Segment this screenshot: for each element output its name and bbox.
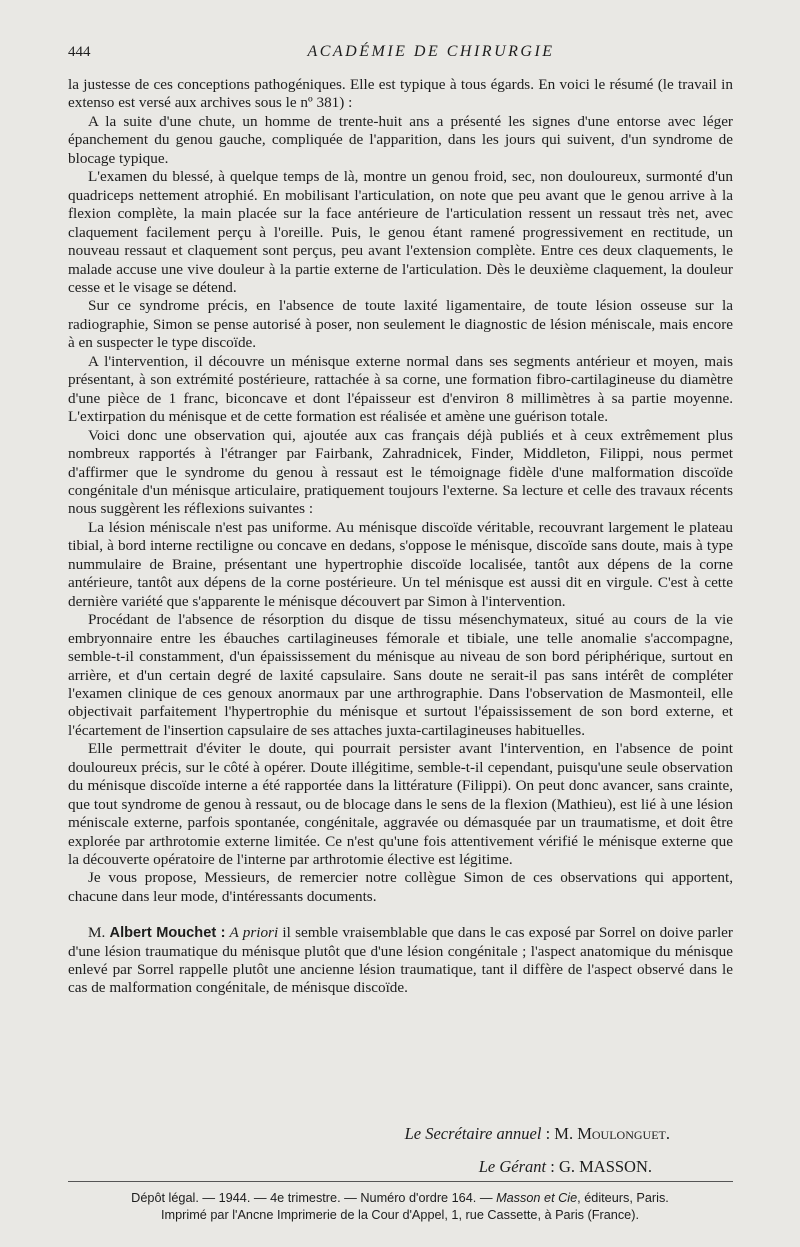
paragraph: La lésion méniscale n'est pas uniforme. Au ménisque discoïde véritable, recouvrant largement le plateau tibial, à bord interne rectiligne ou concave en dedans, s'oppose le ménisque, discoïde sans doute, mais à type nummulaire de Braine, présentant une hypertrophie discoïde localisée, tantôt aux dépens de la corne antérieure, tantôt aux dépens de la corne postérieure. Un tel ménisque est aussi dit en virgule. C'est à cette dernière variété que s'apparente le ménisque découvert par Simon à l'intervention.	[68, 518, 733, 610]
page-number: 444	[68, 44, 91, 60]
article-body	[68, 76, 733, 998]
paragraph: Procédant de l'absence de résorption du disque de tissu mésenchymateux, situé au cours de la vie embryonnaire entre les ébauches cartilagineuses fémorale et tibiale, une telle anomalie s'accompagne, semble-t-il constamment, d'un épaississement du ménisque au niveau de son bord périphérique, surtout en arrière, et d'un certain degré de laxité capsulaire. Sans doute ne serait-il pas sans intérêt de compléter l'examen clinique de ces genoux anormaux par une arthrographie. Dans l'observation de Masmonteil, elle objectivait parfaitement l'hypertrophie du ménisque et surtout l'épaississement de son bord externe, et l'écartement de l'insertion capsulaire de ses attaches juxta-cartilagineuses habituelles.	[68, 611, 733, 739]
paragraph: L'examen du blessé, à quelque temps de là, montre un genou froid, sec, non douloureux, surmonté d'un quadriceps nettement atrophié. En mobilisant l'articulation, on note que peu avant que le genou arrive à la flexion complète, la main placée sur la face antérieure de l'articulation ressent un ressaut très net, avec claquement facilement perçu à l'oreille. Puis, le genou étant ramené progressivement en rectitude, un nouveau ressaut et claquement sont perçus, peu avant l'extension complète. Entre ces deux claquements, le malade accuse une vive douleur à la partie externe de l'articulation. Dès le deuxième claquement, la douleur cesse et le visage se détend.	[68, 168, 733, 296]
imprint-footer	[80, 1190, 720, 1224]
paragraph: Elle permettrait d'éviter le doute, qui pourrait persister avant l'intervention, en l'absence de point douloureux précis, sur le côté à opérer. Doute illégitime, semble-t-il cependant, puisqu'une seule observation du ménisque discoïde interne a été rapportée dans la littérature (Filippi). On peut donc avancer, sans crainte, que tout syndrome de genou à ressaut, ou de blocage dans le sens de la flexion (Mathieu), est lié à une lésion méniscale externe, parfois spontanée, congénitale, aggravée ou démasquée par un traumatisme, et doit être explorée par arthrotomie externe limitée. Ce n'est qu'une fois attentivement vérifié le ménisque externe que la découverte opératoire de l'interne par arthrotomie élective est légitime.	[68, 740, 733, 869]
page-header	[68, 34, 734, 68]
paragraph: A l'intervention, il découvre un ménisque externe normal dans ses segments antérieur et moyen, mais présentant, à son extrémité postérieure, rattachée à sa corne, une formation fibro-cartilagineuse du diamètre d'une pièce de 1 franc, biconcave et dont l'épaisseur est d'environ 8 millimètres à sa partie moyenne. L'extirpation du ménisque et de cette formation est réalisée et amène une guérison totale.	[68, 352, 733, 426]
secretary-signature: Le Secrétaire annuel : M. Moulonguet.	[404, 1124, 670, 1143]
paragraph: Je vous propose, Messieurs, de remercier notre collègue Simon de ces observations qui apportent, chacune dans leur mode, d'intéressants documents.	[68, 869, 733, 905]
manager-signature: Le Gérant : G. MASSON.	[478, 1157, 652, 1176]
speaker-name: Albert Mouchet :	[109, 925, 226, 942]
paragraph: la justesse de ces conceptions pathogéniques. Elle est typique à tous égards. En voici le résumé (le travail in extenso est versé aux archives sous le nº 381) :	[68, 76, 733, 112]
mouchet-remark: M. Albert Mouchet : A priori il semble vraisemblable que dans le cas exposé par Sorrel on doive parler d'une lésion traumatique du ménisque plutôt que d'une lésion congénitale ; l'aspect anatomique du ménisque enlevé par Sorrel rappelle plutôt une ancienne lésion traumatique, tant il diffère de l'aspect observé dans le cas de malformation congénitale, de ménisque discoïde.	[68, 924, 733, 997]
printer-line: Imprimé par l'Ancne Imprimerie de la Cour d'Appel, 1, rue Cassette, à Paris (France).	[161, 1208, 639, 1222]
legal-deposit-line: Dépôt légal. — 1944. — 4e trimestre. — Numéro d'ordre 164. — Masson et Cie, éditeurs, Paris.	[131, 1191, 669, 1205]
footer-divider	[68, 1181, 733, 1182]
paragraph: A la suite d'une chute, un homme de trente-huit ans a présenté les signes d'une entorse avec léger épanchement du genou gauche, compliquée de l'apparition, dans les jours qui suivent, d'un syndrome de blocage typique.	[68, 112, 733, 167]
running-title: ACADÉMIE DE CHIRURGIE	[307, 43, 555, 60]
paragraph: Sur ce syndrome précis, en l'absence de toute laxité ligamentaire, de toute lésion osseuse sur la radiographie, Simon se pense autorisé à poser, non seulement le diagnostic de lésion méniscale, mais encore à en suspecter le type discoïde.	[68, 297, 733, 352]
paragraph: Voici donc une observation qui, ajoutée aux cas français déjà publiés et à ceux extrêmement plus nombreux rapportés à l'étranger par Fairbank, Zahradnicek, Finder, Middleton, Filippi, nous permet d'affirmer que le syndrome du genou à ressaut est le témoignage fidèle d'une malformation discoïde congénitale d'un ménisque articulaire, pratiquement toujours l'externe. Sa lecture et celle des travaux récents nous suggèrent les réflexions suivantes :	[68, 426, 733, 518]
